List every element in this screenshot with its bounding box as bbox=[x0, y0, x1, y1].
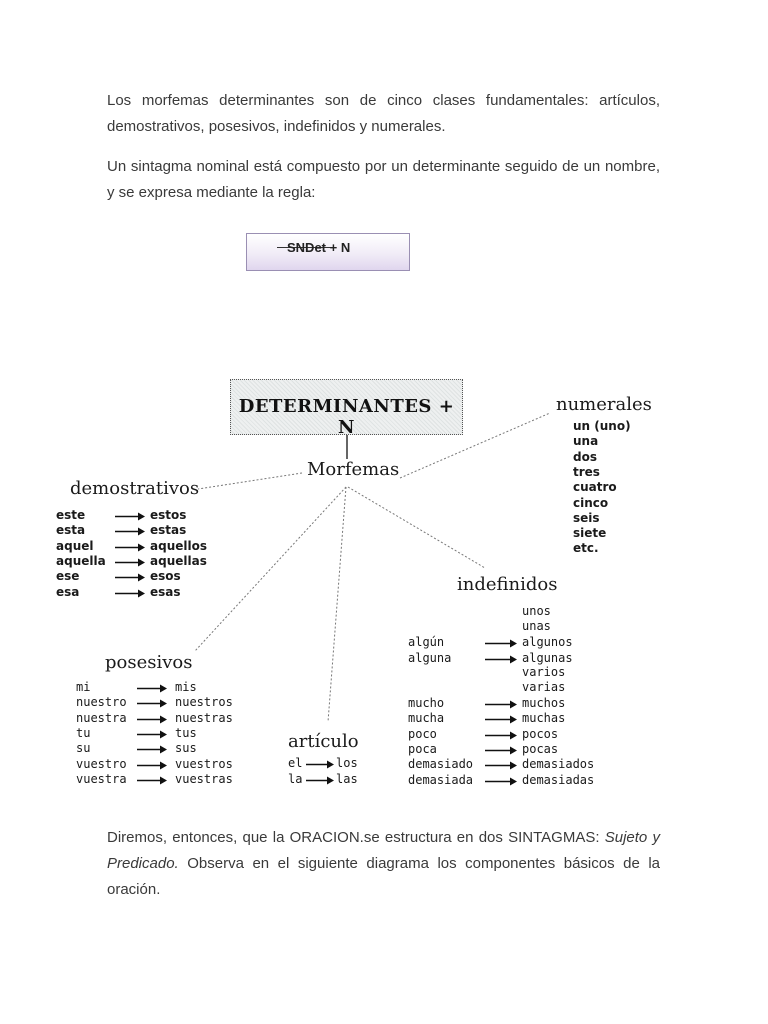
word-singular: esta bbox=[56, 523, 86, 538]
numeral-word: una bbox=[573, 434, 599, 449]
word-singular: aquella bbox=[56, 553, 106, 568]
word-singular: mucha bbox=[408, 711, 445, 726]
arrow-icon bbox=[137, 745, 167, 754]
word-singular: tu bbox=[76, 725, 91, 740]
word-singular: demasiada bbox=[408, 772, 474, 787]
word-plural: aquellos bbox=[150, 538, 207, 553]
paragraph-line: y se expresa mediante la regla: bbox=[107, 184, 316, 201]
arrow-icon bbox=[137, 699, 167, 708]
indefinidos-heading: indefinidos bbox=[457, 574, 558, 595]
word-singular: nuestro bbox=[76, 695, 127, 710]
word-singular: este bbox=[56, 508, 86, 522]
demostrativos-heading: demostrativos bbox=[70, 478, 200, 499]
paragraph-line bbox=[107, 825, 660, 851]
word-singular: mucho bbox=[408, 696, 445, 710]
arrow-icon bbox=[485, 731, 517, 740]
word-singular: el bbox=[288, 756, 303, 770]
word-plural: nuestros bbox=[175, 695, 233, 710]
numeral-word: etc. bbox=[573, 541, 599, 556]
arrow-icon bbox=[485, 715, 517, 724]
arrow-icon bbox=[485, 746, 517, 755]
numeral-word: tres bbox=[573, 464, 600, 479]
numeral-word: siete bbox=[573, 526, 607, 541]
arrow-icon bbox=[485, 700, 517, 709]
word-singular: alguna bbox=[408, 650, 452, 665]
arrow-icon bbox=[115, 573, 145, 582]
word-singular: algún bbox=[408, 635, 445, 649]
arrow-icon bbox=[306, 776, 334, 785]
word-plural: mis bbox=[175, 680, 197, 694]
word-plural: pocos bbox=[522, 726, 559, 741]
paragraph-line: oración. bbox=[107, 881, 161, 898]
word-singular: su bbox=[76, 741, 91, 756]
word-plural: esas bbox=[150, 584, 181, 599]
word-plural: aquellas bbox=[150, 553, 207, 568]
word-plural: nuestras bbox=[175, 710, 233, 725]
arrow-icon bbox=[115, 589, 145, 598]
word-plural: vuestros bbox=[175, 756, 233, 771]
word-singular: esa bbox=[56, 584, 80, 599]
paragraph-sintagma-nominal bbox=[107, 154, 660, 206]
numeral-word: seis bbox=[573, 510, 600, 525]
word-plural: tus bbox=[175, 725, 197, 740]
observa-text: Observa en el siguiente diagrama los componentes básicos de la bbox=[178, 855, 660, 872]
word-singular: poca bbox=[408, 741, 437, 756]
word-plural: sus bbox=[175, 741, 197, 756]
arrow-icon bbox=[137, 730, 167, 739]
paragraph-line: Un sintagma nominal está compuesto por un determinante seguido de un nombre, bbox=[107, 158, 660, 175]
diagram-title: DETERMINANTES + N bbox=[238, 396, 455, 438]
paragraph-line: Los morfemas determinantes son de cinco clases fundamentales: artículos, bbox=[107, 92, 660, 109]
word-singular: vuestro bbox=[76, 756, 127, 771]
word-singular: demasiado bbox=[408, 757, 474, 772]
indefinido-word: varias bbox=[522, 680, 566, 695]
numeral-word: cinco bbox=[573, 495, 609, 510]
paragraph-line bbox=[107, 851, 660, 877]
predicado-text: Predicado. bbox=[107, 855, 179, 872]
paragraph-determiners-intro bbox=[107, 88, 660, 140]
word-plural: demasiados bbox=[522, 757, 595, 772]
word-plural: vuestras bbox=[175, 771, 233, 786]
paragraph-line: demostrativos, posesivos, indefinidos y numerales. bbox=[107, 118, 446, 135]
indefinido-word: unos bbox=[522, 604, 551, 618]
numeral-word: dos bbox=[573, 449, 597, 464]
word-singular: aquel bbox=[56, 538, 94, 553]
numeral-word: cuatro bbox=[573, 480, 617, 495]
rule-formula-text: SNDet + N bbox=[287, 240, 351, 255]
rule-formula-box bbox=[246, 233, 410, 271]
arrow-icon bbox=[485, 655, 517, 664]
oracion-text: Diremos, entonces, que la ORACION.se estructura en dos SINTAGMAS: bbox=[107, 829, 605, 846]
posesivos-heading: posesivos bbox=[105, 652, 193, 673]
word-singular: la bbox=[288, 771, 303, 786]
word-plural: esos bbox=[150, 569, 181, 584]
determinantes-diagram bbox=[30, 365, 730, 805]
morfemas-label: Morfemas bbox=[307, 459, 400, 480]
word-singular: ese bbox=[56, 569, 80, 584]
word-plural: muchas bbox=[522, 711, 566, 726]
arrow-icon bbox=[115, 558, 145, 567]
arrow-icon bbox=[115, 543, 145, 552]
word-plural: algunas bbox=[522, 650, 573, 665]
arrow-icon bbox=[115, 512, 145, 521]
word-plural: demasiadas bbox=[522, 772, 595, 787]
numerales-heading: numerales bbox=[556, 394, 652, 415]
word-plural: estas bbox=[150, 523, 187, 538]
arrow-icon bbox=[485, 639, 517, 648]
word-plural: las bbox=[336, 771, 358, 786]
word-plural: algunos bbox=[522, 635, 573, 649]
arrow-icon bbox=[137, 684, 167, 693]
word-singular: vuestra bbox=[76, 771, 127, 786]
arrow-icon bbox=[485, 761, 517, 770]
arrow-icon bbox=[137, 761, 167, 770]
word-plural: estos bbox=[150, 508, 187, 522]
arrow-icon bbox=[137, 776, 167, 785]
word-singular: mi bbox=[76, 680, 91, 694]
arrow-icon bbox=[306, 760, 334, 769]
word-plural: pocas bbox=[522, 741, 559, 756]
sujeto-y-text: Sujeto y bbox=[604, 829, 660, 846]
word-plural: muchos bbox=[522, 696, 566, 710]
diagram-title-box bbox=[230, 379, 463, 438]
articulo-heading: artículo bbox=[288, 731, 359, 752]
indefinido-word: varios bbox=[522, 665, 566, 679]
arrow-icon bbox=[137, 715, 167, 724]
arrow-icon bbox=[485, 777, 517, 786]
word-plural: los bbox=[336, 756, 358, 770]
indefinido-word: unas bbox=[522, 619, 551, 634]
numeral-word: un (uno) bbox=[573, 419, 631, 433]
paragraph-oracion bbox=[107, 825, 660, 903]
arrow-icon bbox=[115, 527, 145, 536]
word-singular: nuestra bbox=[76, 710, 127, 725]
word-singular: poco bbox=[408, 726, 437, 741]
